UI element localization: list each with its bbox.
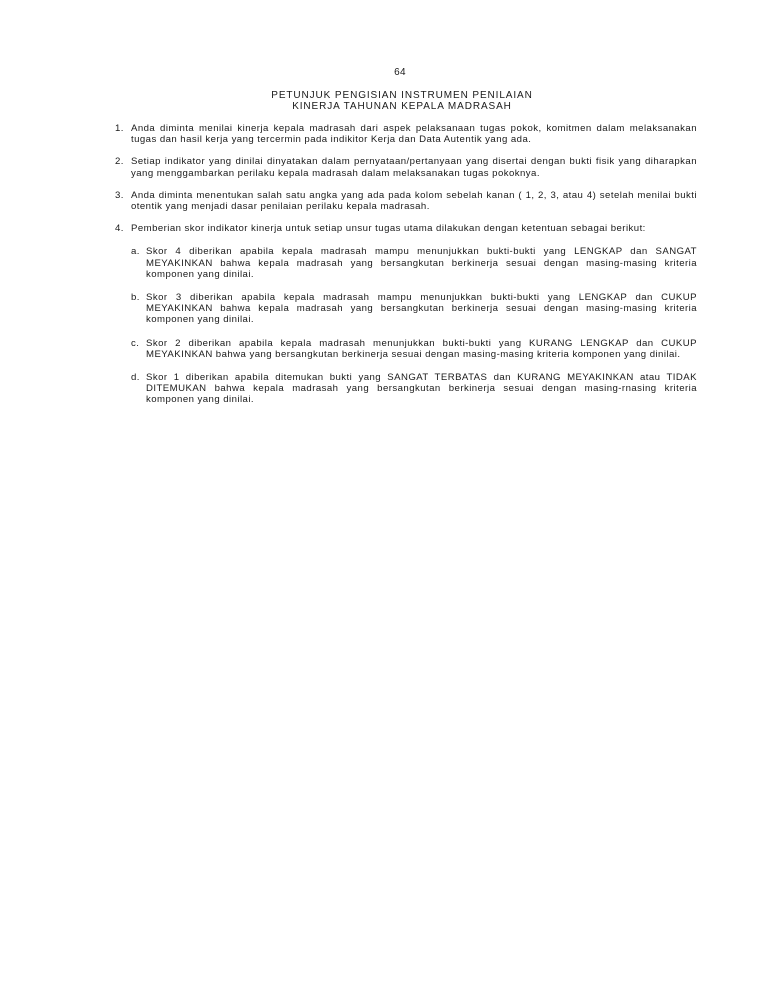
score-criteria-list [131,246,697,405]
document-title [0,90,768,112]
subitem-letter: c. [131,337,140,349]
page-number: 64 [394,67,406,78]
subitem-text: Skor 4 diberikan apabila kepala madrasah mampu menunjukkan bukti-bukti yang LENGKAP dan SANGAT MEYAKINKAN bahwa kepala madrasah yang bersangkutan berkinerja sesuai dengan masing-masing kriteria komponen yang dinilai. [146,246,697,280]
instruction-list [115,123,697,418]
item-text: Anda diminta menentukan salah satu angka yang ada pada kolom sebelah kanan ( 1, 2, 3, atau 4) setelah menilai bukti otentik yang menjadi dasar penilaian perilaku kepala madrasah. [131,189,697,213]
instruction-item-3 [115,190,697,212]
item-number: 2. [115,156,124,168]
title-line-2: KINERJA TAHUNAN KEPALA MADRASAH [292,101,512,112]
score-criterion-c [131,338,697,360]
title-line-1: PETUNJUK PENGISIAN INSTRUMEN PENILAIAN [271,90,533,101]
score-criterion-a [131,246,697,280]
instruction-item-1 [115,123,697,145]
subitem-letter: d. [131,372,140,384]
subitem-letter: b. [131,292,140,304]
item-number: 3. [115,189,124,201]
subitem-letter: a. [131,246,140,258]
subitem-text: Skor 2 diberikan apabila kepala madrasah menunjukkan bukti-bukti yang KURANG LENGKAP dan CUKUP MEYAKINKAN bahwa yang bersangkutan berkinerja sesuai dengan masing-masing kriteria komponen yang dinilai. [146,337,697,360]
subitem-text: Skor 3 diberikan apabila kepala madrasah mampu menunjukkan bukti-bukti yang LENGKAP dan CUKUP MEYAKINKAN bahwa kepala madrasah yang bersangkutan berkinerja sesuai dengan masing-masing kriteria komponen yang dinilai. [146,292,697,326]
score-criterion-d [131,372,697,406]
instruction-item-2 [115,156,697,178]
subitem-text: Skor 1 diberikan apabila ditemukan bukti yang SANGAT TERBATAS dan KURANG MEYAKINKAN atau TIDAK DITEMUKAN bahwa kepala madrasah yang bersangkutan berkinerja sesuai dengan masing-rnasing kriteria komponen yang dinilai. [146,372,697,406]
item-text: Pemberian skor indikator kinerja untuk setiap unsur tugas utama dilakukan dengan ketentuan sebagai berikut: [131,223,646,235]
score-criterion-b [131,292,697,326]
item-text: Anda diminta menilai kinerja kepala madrasah dari aspek pelaksanaan tugas pokok, komitmen dalam melaksanakan tugas dan hasil kerja yang tercermin pada indikitor Kerja dan Data Autentik yang ada. [131,123,697,146]
item-number: 4. [115,223,124,235]
item-text: Setiap indikator yang dinilai dinyatakan dalam pernyataan/pertanyaan yang disertai dengan bukti fisik yang diharapkan yang menggambarkan perilaku kepala madrasah dalam melaksanakan tugas pokoknya. [131,156,697,179]
item-number: 1. [115,123,124,134]
instruction-item-4 [115,223,697,405]
